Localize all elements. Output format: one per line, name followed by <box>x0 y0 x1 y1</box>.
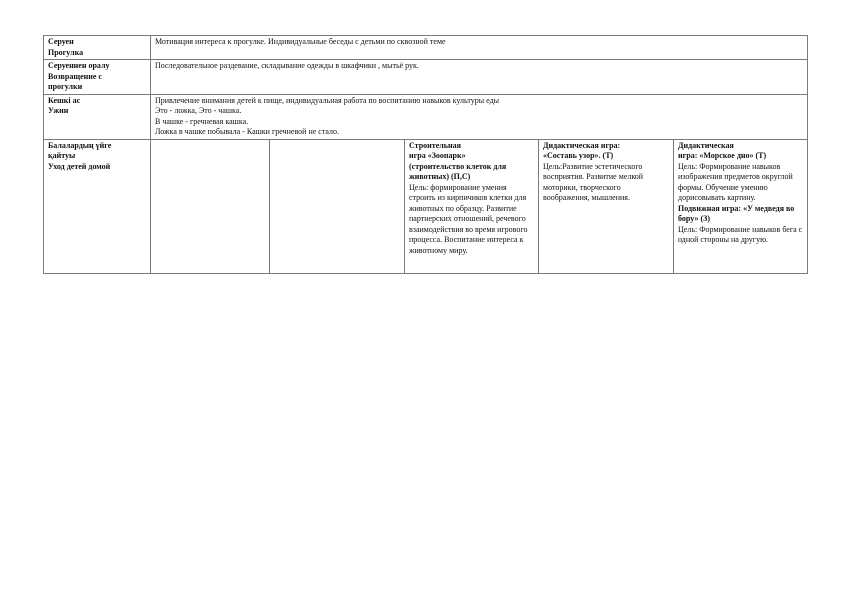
dinner-label-ru: Ужин <box>48 106 69 115</box>
construction-title-3: (строительство клеток для <box>409 161 507 171</box>
return-label-kz: Серуеннен оралу <box>48 61 110 70</box>
construction-title-4: животных) (П,С) <box>409 172 471 181</box>
row-walk-content <box>151 36 808 60</box>
row-dinner <box>44 94 808 139</box>
dinner-line-2: Это - ложка, Это - чашка. <box>155 106 242 115</box>
row-return-content <box>151 60 808 95</box>
row-return <box>44 60 808 95</box>
row-home-label <box>44 139 151 273</box>
row-dinner-label <box>44 94 151 139</box>
home-cell-empty-2 <box>270 139 405 273</box>
dinner-line-1: Привлечение внимания детей к пище, индивидуальная работа по воспитанию навыков культуры еды <box>155 95 500 105</box>
row-walk <box>44 36 808 60</box>
return-label-ru-1: Возвращение с <box>48 71 102 81</box>
dinner-label-kz: Кешкі ас <box>48 95 81 105</box>
construction-body: Цель: формирование умения строить из кирпичиков клетки для животных по образцу. Развитие партнерских отношений, речевого взаимодействия во время игрового процесса. Воспитание интереса к животному миру. <box>409 182 528 255</box>
home-label-kz-2: қайтуы <box>48 151 76 160</box>
outdoor-game-body: Цель: Формирование навыков бега с одной стороны на другую. <box>678 224 803 244</box>
construction-title-2: игра «Зоопарк» <box>409 151 466 160</box>
seabed-title-1: Дидактическая <box>678 140 734 150</box>
daily-plan-table <box>43 35 808 274</box>
dinner-line-4: Ложка в чашке побывала - Кашки гречневой не стало. <box>155 127 340 136</box>
pattern-title-2: «Составь узор». (Т) <box>543 151 614 160</box>
seabed-body: Цель: Формирование навыков изображения предметов округлой формы. Обучение умению дорисовывать картину. <box>678 161 793 202</box>
walk-label-kz: Серуен <box>48 37 74 46</box>
pattern-title-1: Дидактическая игра: <box>543 140 621 150</box>
construction-title-1: Строительная <box>409 140 461 150</box>
walk-text: Мотивация интереса к прогулке. Индивидуальные беседы с детьми по сквозной теме <box>155 37 446 46</box>
home-cell-seabed-game <box>674 139 808 273</box>
return-label-ru-2: прогулки <box>48 82 83 91</box>
row-return-label <box>44 60 151 95</box>
outdoor-game-title: Подвижная игра: «У медведя во бору» (З) <box>678 203 795 223</box>
home-cell-pattern-game <box>539 139 674 273</box>
home-cell-empty-1 <box>151 139 270 273</box>
walk-label-ru: Прогулка <box>48 47 84 57</box>
row-walk-label <box>44 36 151 60</box>
row-dinner-content <box>151 94 808 139</box>
return-text: Последовательное раздевание, складывание одежды в шкафчики , мытьё рук. <box>155 61 419 70</box>
home-label-ru: Уход детей домой <box>48 161 111 171</box>
seabed-title-2: игра: «Морское дно» (Т) <box>678 151 767 160</box>
pattern-body: Цель:Развитие эстетического восприятия. Развитие мелкой моторики, творческого воображения, мышления. <box>543 161 644 202</box>
dinner-line-3: В чашке - гречневая кашка. <box>155 116 249 126</box>
home-cell-construction-game <box>405 139 539 273</box>
home-label-kz-1: Балалардың үйге <box>48 140 112 150</box>
row-home <box>44 139 808 273</box>
